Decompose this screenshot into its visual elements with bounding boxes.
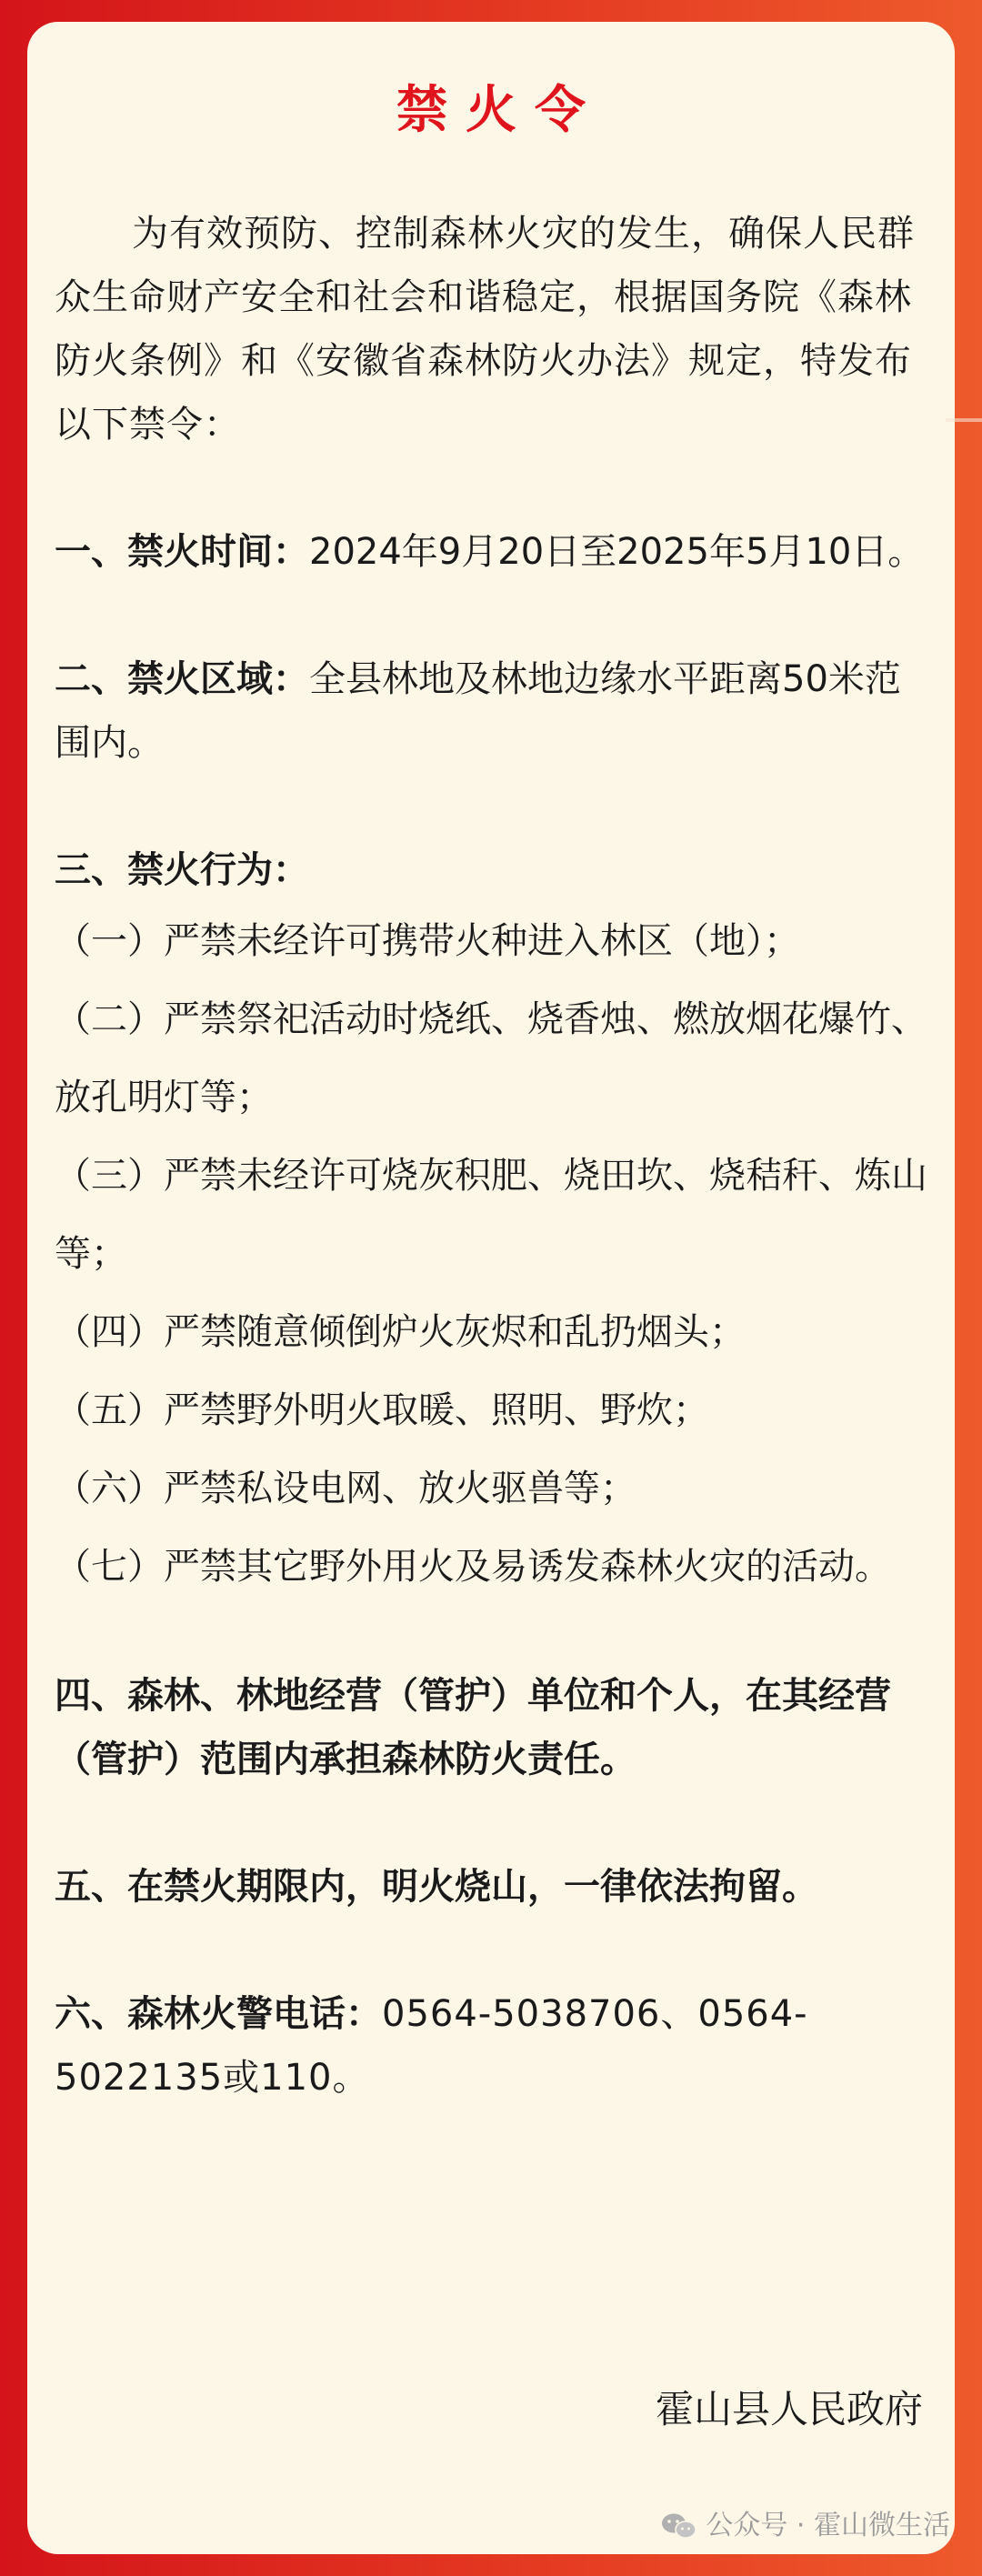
- section-label: 六、森林火警电话：: [55, 1993, 382, 2035]
- section-label: 一、禁火时间：: [55, 531, 309, 573]
- issuer-signature: 霍山县人民政府: [655, 2387, 923, 2431]
- notice-title: 禁火令: [396, 81, 604, 140]
- intro-paragraph: 为有效预防、控制森林火灾的发生，确保人民群众生命财产安全和社会和谐稳定，根据国务院《森林防火条例》和《安徽省森林防火办法》规定，特发布以下禁令：: [55, 213, 915, 446]
- prohibited-acts-list: [55, 902, 929, 1606]
- notice-body: [55, 202, 929, 2110]
- section-prohibited-acts-heading: 三、禁火行为：: [55, 849, 309, 891]
- section-fire-ban-area: [55, 647, 929, 775]
- section-fire-hotline: [55, 1982, 929, 2110]
- list-item: （七）严禁其它野外用火及易诱发森林火灾的活动。: [55, 1546, 891, 1588]
- list-item: （一）严禁未经许可携带火种进入林区（地）；: [55, 920, 800, 962]
- list-item: （二）严禁祭祀活动时烧纸、烧香烛、燃放烟花爆竹、放孔明灯等；: [55, 998, 927, 1118]
- section-text: 2024年9月20日至2025年5月10日。: [309, 531, 925, 573]
- list-item: （六）严禁私设电网、放火驱兽等；: [55, 1468, 636, 1509]
- section-label: 二、禁火区域：: [55, 658, 309, 700]
- wechat-official-account-icon: [660, 2511, 696, 2541]
- section-text: 全县林地及林地边缘水平距离50米范围内。: [55, 658, 901, 764]
- list-item: （四）严禁随意倾倒炉火灰烬和乱扔烟头；: [55, 1311, 746, 1353]
- hotline-numbers: 0564-5038706、0564-5022135或110。: [55, 1993, 808, 2099]
- edge-mark: [946, 418, 982, 422]
- watermark-text: 公众号 · 霍山微生活: [706, 2510, 950, 2541]
- list-item: （三）严禁未经许可烧灰积肥、烧田坎、烧秸秆、炼山等；: [55, 1155, 927, 1275]
- section-responsibility: 四、森林、林地经营（管护）单位和个人，在其经营（管护）范围内承担森林防火责任。: [55, 1675, 891, 1780]
- section-penalty: 五、在禁火期限内，明火烧山，一律依法拘留。: [55, 1866, 818, 1908]
- section-fire-ban-period: [55, 520, 929, 584]
- source-watermark: [660, 2508, 950, 2544]
- list-item: （五）严禁野外明火取暖、照明、野炊；: [55, 1389, 709, 1431]
